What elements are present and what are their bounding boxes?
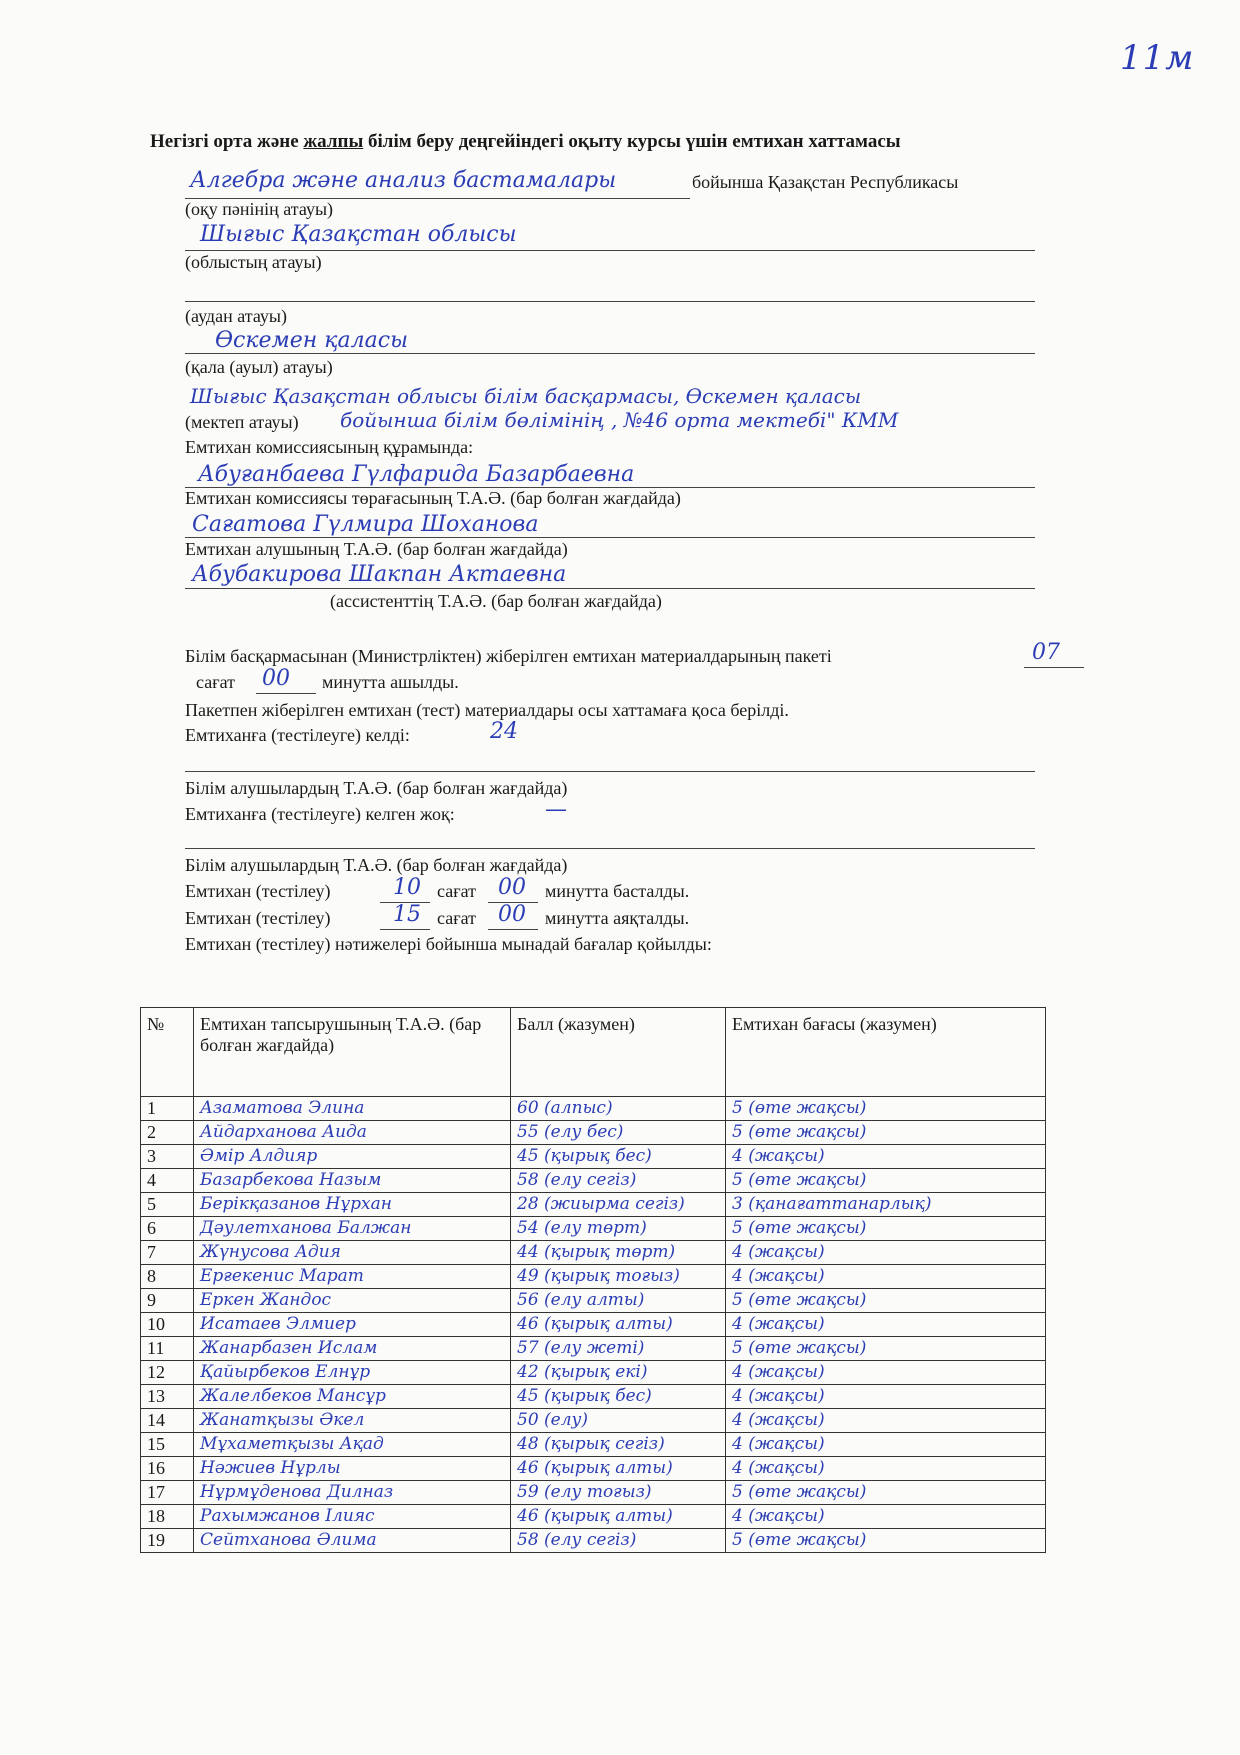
student-name: Мұхаметқызы Ақад	[194, 1433, 511, 1457]
student-score: 56 (елу алты)	[511, 1289, 726, 1313]
student-grade: 3 (қанағаттанарлық)	[726, 1193, 1046, 1217]
end-hour-line	[380, 928, 430, 930]
table-row	[141, 1097, 1046, 1121]
student-score: 55 (елу бес)	[511, 1121, 726, 1145]
student-name: Базарбекова Назым	[194, 1169, 511, 1193]
student-name: Нұрмұденова Дилназ	[194, 1481, 511, 1505]
region-line	[185, 249, 1035, 251]
table-row	[141, 1193, 1046, 1217]
student-grade: 4 (жақсы)	[726, 1361, 1046, 1385]
table-row	[141, 1121, 1046, 1145]
chair-value: Абуғанбаева Гүлфарида Базарбаевна	[198, 462, 635, 487]
title-underlined-word: жалпы	[303, 131, 364, 152]
header-number: №	[141, 1008, 194, 1097]
header-score: Балл (жазумен)	[511, 1008, 726, 1097]
examiner-label: Емтихан алушының Т.А.Ә. (бар болған жағдайда)	[185, 539, 568, 559]
student-score: 60 (алпыс)	[511, 1097, 726, 1121]
student-name: Рахымжанов Ілияс	[194, 1505, 511, 1529]
table-row	[141, 1457, 1046, 1481]
absent-label: Емтиханға (тестілеуге) келген жоқ:	[185, 804, 455, 824]
assistant-line	[185, 587, 1035, 589]
student-name: Сейтханова Әлима	[194, 1529, 511, 1553]
student-name: Еркен Жандос	[194, 1289, 511, 1313]
table-row	[141, 1169, 1046, 1193]
absent-names-line	[185, 847, 1035, 849]
page-number: 11м	[1120, 38, 1195, 78]
table-row	[141, 1217, 1046, 1241]
page-title	[150, 131, 1110, 153]
package-hour-line	[1024, 666, 1084, 668]
student-score: 59 (елу тоғыз)	[511, 1481, 726, 1505]
student-grade: 5 (өте жақсы)	[726, 1529, 1046, 1553]
student-grade: 5 (өте жақсы)	[726, 1337, 1046, 1361]
student-score: 46 (қырық алты)	[511, 1505, 726, 1529]
city-value: Өскемен қаласы	[215, 328, 409, 353]
student-name: Айдарханова Аида	[194, 1121, 511, 1145]
student-grade: 5 (өте жақсы)	[726, 1289, 1046, 1313]
package-hour: 07	[1032, 640, 1060, 665]
table-row	[141, 1385, 1046, 1409]
absent-value: —	[545, 797, 567, 822]
table-row	[141, 1481, 1046, 1505]
school-value-line1: Шығыс Қазақстан облысы білім басқармасы, Өскемен қаласы	[190, 384, 862, 408]
start-hour-label: сағат	[437, 881, 476, 901]
table-row	[141, 1433, 1046, 1457]
results-table	[140, 1007, 1046, 1553]
end-min: 00	[498, 902, 526, 927]
student-score: 28 (жиырма сегіз)	[511, 1193, 726, 1217]
student-name: Нәжиев Нұрлы	[194, 1457, 511, 1481]
row-number: 9	[141, 1289, 194, 1313]
student-name: Дәулетханова Балжан	[194, 1217, 511, 1241]
row-number: 16	[141, 1457, 194, 1481]
student-name: Жанатқызы Әкел	[194, 1409, 511, 1433]
student-grade: 4 (жақсы)	[726, 1241, 1046, 1265]
student-score: 50 (елу)	[511, 1409, 726, 1433]
row-number: 2	[141, 1121, 194, 1145]
package-min-line	[256, 692, 316, 694]
start-suffix: минутта басталды.	[545, 881, 690, 901]
package-min-label: минутта ашылды.	[322, 672, 459, 692]
row-number: 14	[141, 1409, 194, 1433]
row-number: 12	[141, 1361, 194, 1385]
students-label-1: Білім алушылардың Т.А.Ә. (бар болған жағдайда)	[185, 778, 568, 798]
region-value: Шығыс Қазақстан облысы	[200, 222, 517, 247]
table-row	[141, 1241, 1046, 1265]
student-grade: 4 (жақсы)	[726, 1265, 1046, 1289]
header-grade: Емтихан бағасы (жазумен)	[726, 1008, 1046, 1097]
student-name: Ерғекенис Марат	[194, 1265, 511, 1289]
student-score: 57 (елу жеті)	[511, 1337, 726, 1361]
student-name: Қайырбеков Елнұр	[194, 1361, 511, 1385]
student-score: 54 (елу төрт)	[511, 1217, 726, 1241]
title-part-2: білім беру деңгейіндегі оқыту курсы үшін емтихан хаттамасы	[363, 131, 901, 152]
student-score: 45 (қырық бес)	[511, 1145, 726, 1169]
table-row	[141, 1289, 1046, 1313]
table-row	[141, 1529, 1046, 1553]
row-number: 8	[141, 1265, 194, 1289]
district-label: (аудан атауы)	[185, 306, 287, 326]
table-header-row	[141, 1008, 1046, 1097]
table-row	[141, 1337, 1046, 1361]
start-min: 00	[498, 875, 526, 900]
student-name: Жалелбеков Мансұр	[194, 1385, 511, 1409]
row-number: 1	[141, 1097, 194, 1121]
students-label-2: Білім алушылардың Т.А.Ә. (бар болған жағдайда)	[185, 855, 568, 875]
end-min-line	[488, 928, 538, 930]
start-prefix: Емтихан (тестілеу)	[185, 881, 331, 901]
table-row	[141, 1313, 1046, 1337]
header-name: Емтихан тапсырушының Т.А.Ә. (бар болған жағдайда)	[194, 1008, 511, 1097]
results-text: Емтихан (тестілеу) нәтижелері бойынша мынадай бағалар қойылды:	[185, 934, 712, 954]
end-hour-label: сағат	[437, 908, 476, 928]
row-number: 15	[141, 1433, 194, 1457]
region-label: (облыстың атауы)	[185, 252, 322, 272]
district-line	[185, 300, 1035, 302]
end-hour: 15	[393, 902, 421, 927]
student-name: Исатаев Элмиер	[194, 1313, 511, 1337]
subject-value: Алгебра және анализ бастамалары	[190, 168, 617, 193]
student-grade: 4 (жақсы)	[726, 1313, 1046, 1337]
student-grade: 5 (өте жақсы)	[726, 1121, 1046, 1145]
row-number: 10	[141, 1313, 194, 1337]
table-row	[141, 1409, 1046, 1433]
end-prefix: Емтихан (тестілеу)	[185, 908, 331, 928]
row-number: 4	[141, 1169, 194, 1193]
student-grade: 5 (өте жақсы)	[726, 1217, 1046, 1241]
commission-label: Емтихан комиссиясының құрамында:	[185, 437, 474, 457]
city-line	[185, 352, 1035, 354]
table-body	[141, 1097, 1046, 1553]
student-score: 49 (қырық тоғыз)	[511, 1265, 726, 1289]
came-value: 24	[490, 719, 518, 744]
student-name: Азаматова Элина	[194, 1097, 511, 1121]
table-row	[141, 1361, 1046, 1385]
student-grade: 4 (жақсы)	[726, 1433, 1046, 1457]
package-hour-label: сағат	[196, 672, 235, 692]
package-text: Білім басқармасынан (Министрліктен) жіберілген емтихан материалдарының пакеті	[185, 646, 832, 666]
examiner-line	[185, 536, 1035, 538]
row-number: 3	[141, 1145, 194, 1169]
student-grade: 4 (жақсы)	[726, 1385, 1046, 1409]
came-label: Емтиханға (тестілеуге) келді:	[185, 725, 410, 745]
row-number: 18	[141, 1505, 194, 1529]
start-hour: 10	[393, 875, 421, 900]
student-grade: 4 (жақсы)	[726, 1409, 1046, 1433]
school-value-line2: бойынша білім бөлімінің , №46 орта мектебі" КММ	[340, 408, 899, 432]
student-score: 44 (қырық төрт)	[511, 1241, 726, 1265]
title-part-1: Негізгі орта және	[150, 131, 304, 152]
row-number: 19	[141, 1529, 194, 1553]
row-number: 17	[141, 1481, 194, 1505]
row-number: 7	[141, 1241, 194, 1265]
student-score: 46 (қырық алты)	[511, 1313, 726, 1337]
materials-text: Пакетпен жіберілген емтихан (тест) материалдары осы хаттамаға қоса берілді.	[185, 700, 789, 720]
student-grade: 5 (өте жақсы)	[726, 1097, 1046, 1121]
subject-suffix: бойынша Қазақстан Республикасы	[692, 172, 959, 192]
came-names-line	[185, 770, 1035, 772]
student-score: 45 (қырық бес)	[511, 1385, 726, 1409]
examiner-value: Сағатова Гүлмира Шоханова	[192, 512, 539, 537]
student-score: 46 (қырық алты)	[511, 1457, 726, 1481]
table-row	[141, 1145, 1046, 1169]
chair-label: Емтихан комиссиясы төрағасының Т.А.Ә. (бар болған жағдайда)	[185, 488, 681, 508]
student-score: 48 (қырық сегіз)	[511, 1433, 726, 1457]
row-number: 11	[141, 1337, 194, 1361]
student-name: Жүнусова Адия	[194, 1241, 511, 1265]
student-grade: 5 (өте жақсы)	[726, 1481, 1046, 1505]
table-row	[141, 1265, 1046, 1289]
package-min: 00	[262, 666, 290, 691]
row-number: 13	[141, 1385, 194, 1409]
student-grade: 4 (жақсы)	[726, 1505, 1046, 1529]
student-score: 58 (елу сегіз)	[511, 1169, 726, 1193]
table-row	[141, 1505, 1046, 1529]
student-grade: 4 (жақсы)	[726, 1457, 1046, 1481]
student-grade: 5 (өте жақсы)	[726, 1169, 1046, 1193]
row-number: 5	[141, 1193, 194, 1217]
student-grade: 4 (жақсы)	[726, 1145, 1046, 1169]
row-number: 6	[141, 1217, 194, 1241]
subject-label: (оқу пәнінің атауы)	[185, 199, 334, 219]
student-name: Жанарбазен Ислам	[194, 1337, 511, 1361]
student-score: 42 (қырық екі)	[511, 1361, 726, 1385]
assistant-label: (ассистенттің Т.А.Ә. (бар болған жағдайда)	[330, 591, 662, 611]
city-label: (қала (ауыл) атауы)	[185, 357, 333, 377]
student-name: Әмір Алдияр	[194, 1145, 511, 1169]
school-label: (мектеп атауы)	[185, 412, 299, 432]
student-name: Берікқазанов Нұрхан	[194, 1193, 511, 1217]
assistant-value: Абубакирова Шакпан Актаевна	[192, 562, 567, 587]
end-suffix: минутта аяқталды.	[545, 908, 690, 928]
student-score: 58 (елу сегіз)	[511, 1529, 726, 1553]
